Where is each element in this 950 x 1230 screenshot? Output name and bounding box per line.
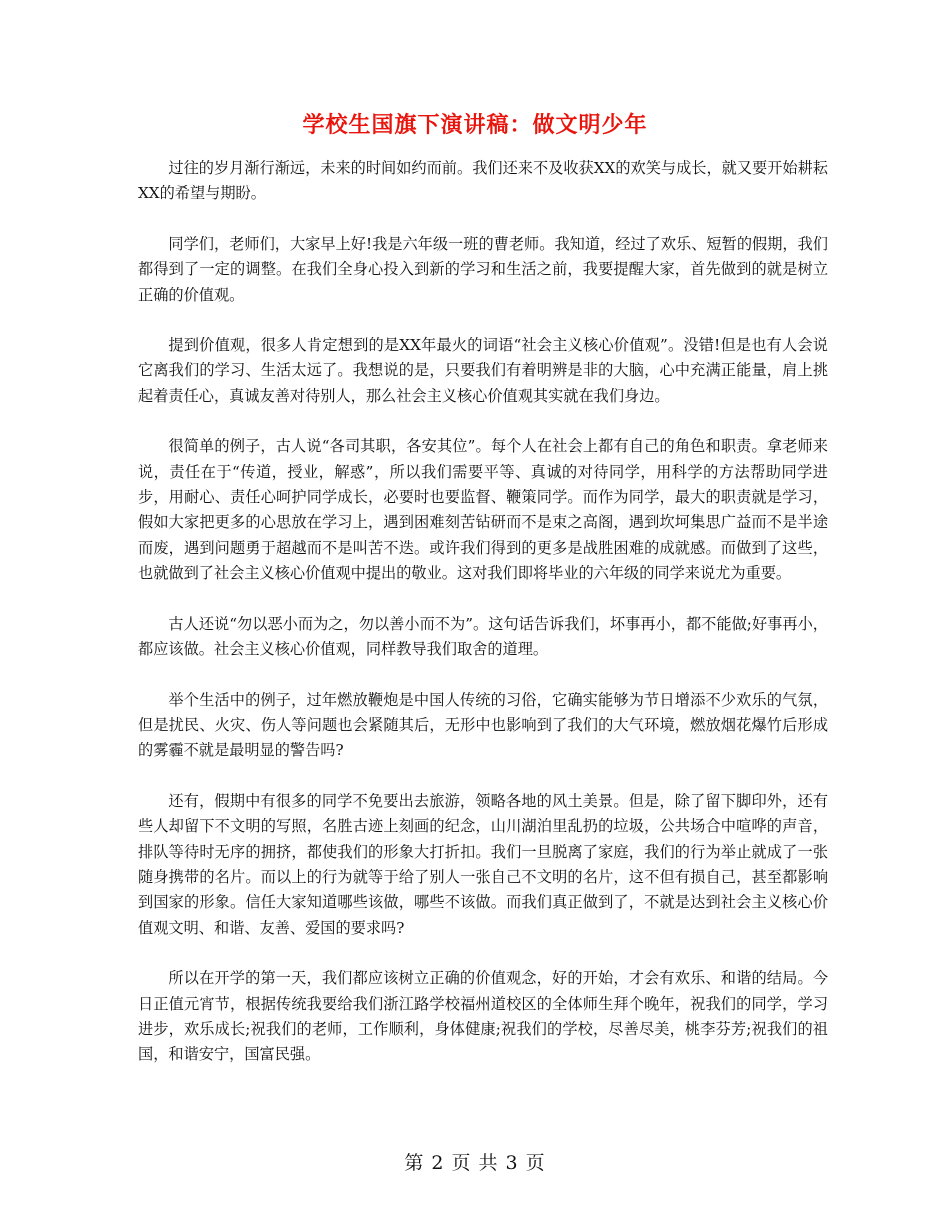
paragraph: 同学们，老师们，大家早上好!我是六年级一班的曹老师。我知道，经过了欢乐、短暂的假期，我们都得到了一定的调整。在我们全身心投入到新的学习和生活之前，我要提醒大家，首先做到的就是树立正确的价值观。 bbox=[138, 234, 828, 304]
document-body bbox=[138, 156, 828, 1093]
paragraph: 举个生活中的例子，过年燃放鞭炮是中国人传统的习俗，它确实能够为节日增添不少欢乐的气氛，但是扰民、火灾、伤人等问题也会紧随其后，无形中也影响到了我们的大气环境，燃放烟花爆竹后形成的雾霾不就是最明显的警告吗? bbox=[138, 690, 828, 760]
document-title: 学校生国旗下演讲稿：做文明少年 bbox=[302, 112, 648, 138]
page-number-footer: 第 2 页 共 3 页 bbox=[404, 1152, 546, 1174]
paragraph: 过往的岁月渐行渐远，未来的时间如约而前。我们还来不及收获XX的欢笑与成长，就又要开始耕耘XX的希望与期盼。 bbox=[138, 159, 828, 203]
paragraph: 所以在开学的第一天，我们都应该树立正确的价值观念，好的开始，才会有欢乐、和谐的结局。今日正值元宵节，根据传统我要给我们浙江路学校福州道校区的全体师生拜个晚年，祝我们的同学，学习进步，欢乐成长;祝我们的老师，工作顺利，身体健康;祝我们的学校，尽善尽美，桃李芬芳;祝我们的祖国，和谐安宁，国富民强。 bbox=[138, 969, 828, 1064]
paragraph: 很简单的例子，古人说“各司其职，各安其位”。每个人在社会上都有自己的角色和职责。拿老师来说，责任在于“传道，授业，解惑”，所以我们需要平等、真诚的对待同学，用科学的方法帮助同学进步，用耐心、责任心呵护同学成长，必要时也要监督、鞭策同学。而作为同学，最大的职责就是学习，假如大家把更多的心思放在学习上，遇到困难刻苦钻研而不是束之高阁，遇到坎坷集思广益而不是半途而废，遇到问题勇于超越而不是叫苦不迭。或许我们得到的更多是战胜困难的成就感。而做到了这些，也就做到了社会主义核心价值观中提出的敬业。这对我们即将毕业的六年级的同学来说尤为重要。 bbox=[138, 437, 828, 583]
paragraph: 古人还说“勿以恶小而为之，勿以善小而不为”。这句话告诉我们，坏事再小，都不能做;好事再小，都应该做。社会主义核心价值观，同样教导我们取舍的道理。 bbox=[138, 614, 828, 659]
paragraph: 还有，假期中有很多的同学不免要出去旅游，领略各地的风土美景。但是，除了留下脚印外，还有些人却留下不文明的写照，名胜古迹上刻画的纪念，山川湖泊里乱扔的垃圾，公共场合中喧哗的声音，排队等待时无序的拥挤，都使我们的形象大打折扣。我们一旦脱离了家庭，我们的行为举止就成了一张随身携带的名片。而以上的行为就等于给了别人一张自己不文明的名片，这不但有损自己，甚至都影响到国家的形象。信任大家知道哪些该做，哪些不该做。而我们真正做到了，不就是达到社会主义核心价值观文明、和谐、友善、爱国的要求吗? bbox=[138, 791, 828, 937]
paragraph: 提到价值观，很多人肯定想到的是XX年最火的词语“社会主义核心价值观”。没错!但是也有人会说它离我们的学习、生活太远了。我想说的是，只要我们有着明辨是非的大脑，心中充满正能量，肩上挑起着责任心，真诚友善对待别人，那么社会主义核心价值观其实就在我们身边。 bbox=[138, 336, 828, 405]
